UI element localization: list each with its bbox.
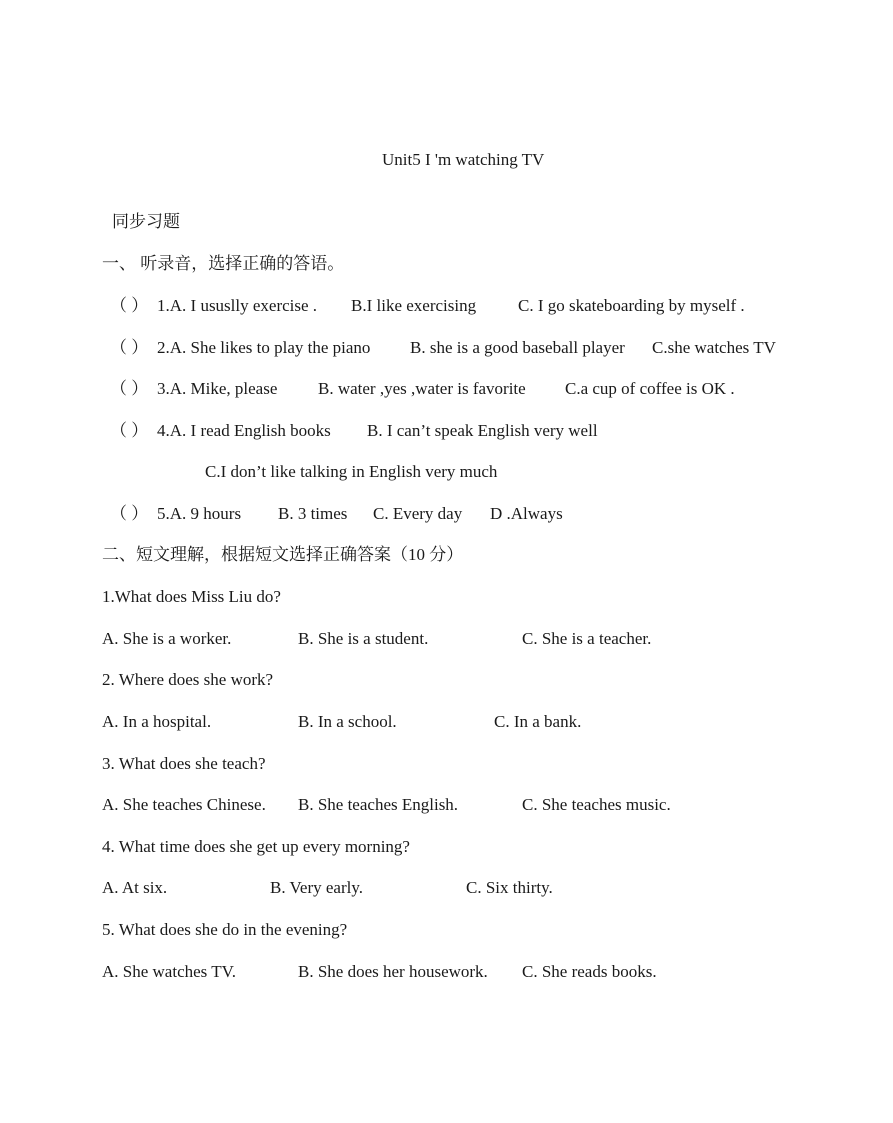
option-c: C. I go skateboarding by myself . <box>518 296 745 315</box>
answer-paren: （ ） <box>110 379 149 398</box>
section2-heading: 二、短文理解，根据短文选择正确答案（10 分） <box>102 545 464 564</box>
option-b: B. She is a student. <box>298 629 429 648</box>
option-b: B. She teaches English. <box>298 795 459 814</box>
option-b: B.I like exercising <box>351 296 477 315</box>
option-b: B. she is a good baseball player <box>410 338 625 357</box>
option-b: B. She does her housework. <box>298 962 488 981</box>
answer-paren: （ ） <box>110 338 149 357</box>
option-a: 3.A. Mike, please <box>157 379 278 398</box>
question-text: 4. What time does she get up every morning? <box>102 837 410 856</box>
option-b: B. water ,yes ,water is favorite <box>318 379 526 398</box>
option-a: A. She is a worker. <box>102 629 232 648</box>
page-subtitle: 同步习题 <box>112 212 180 231</box>
option-c: C. She reads books. <box>522 962 657 981</box>
option-c: C. She teaches music. <box>522 795 671 814</box>
question-text: 5. What does she do in the evening? <box>102 920 348 939</box>
page-title: Unit5 I 'm watching TV <box>382 150 545 169</box>
option-d: D .Always <box>490 504 563 523</box>
option-a: A. At six. <box>102 878 168 897</box>
section1-heading: 一、 听录音，选择正确的答语。 <box>102 254 345 273</box>
option-a: A. She watches TV. <box>102 962 236 981</box>
question-text: 1.What does Miss Liu do? <box>102 587 281 606</box>
option-b: B. Very early. <box>270 878 364 897</box>
option-a: 2.A. She likes to play the piano <box>157 338 371 357</box>
option-a: 5.A. 9 hours <box>157 504 242 523</box>
option-c: C. She is a teacher. <box>522 629 652 648</box>
answer-paren: （ ） <box>110 296 149 315</box>
option-a: 1.A. I ususlly exercise . <box>157 296 318 315</box>
option-a: A. She teaches Chinese. <box>102 795 266 814</box>
question-text: 2. Where does she work? <box>102 670 274 689</box>
option-b: B. 3 times <box>278 504 348 523</box>
answer-paren: （ ） <box>110 421 149 440</box>
option-a: 4.A. I read English books <box>157 421 331 440</box>
option-c: C. Six thirty. <box>466 878 553 897</box>
question-text: 3. What does she teach? <box>102 754 266 773</box>
option-c: C.I don’t like talking in English very much <box>205 462 498 481</box>
option-c: C.she watches TV <box>652 338 776 357</box>
option-c: C. In a bank. <box>494 712 582 731</box>
option-b: B. In a school. <box>298 712 397 731</box>
option-c: C.a cup of coffee is OK . <box>565 379 735 398</box>
option-a: A. In a hospital. <box>102 712 212 731</box>
answer-paren: （ ） <box>110 504 149 523</box>
option-c: C. Every day <box>373 504 463 523</box>
option-b: B. I can’t speak English very well <box>367 421 598 440</box>
